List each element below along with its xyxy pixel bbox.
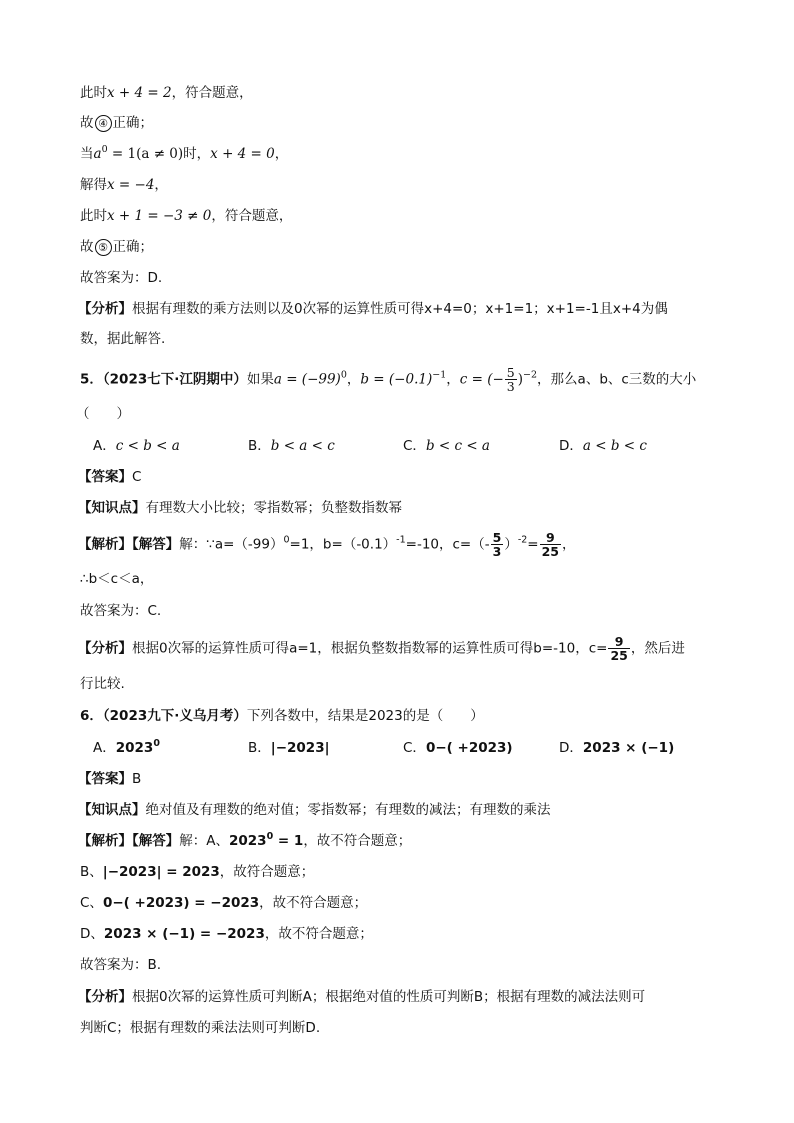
knowledge-point-line: 【知识点】绝对值及有理数的绝对值；零指数幂；有理数的减法；有理数的乘法 xyxy=(78,802,551,818)
text-line: 故 ⑤ 正确； xyxy=(80,239,153,255)
option-d[interactable]: D．a < b < c xyxy=(559,438,647,454)
analysis-line: 数，据此解答. xyxy=(80,331,166,347)
fraction: $\frac{9}{25}$ xyxy=(610,634,628,663)
question-stem: 5．（2023七下·江阴期中）如果$a = (-99)^0$，$b = (-0.1)^{-1}$，c = (− $\frac{5}{3}$ )$^{-2}$，那么a、b、c三数的大小 xyxy=(80,365,697,394)
solution-line: 【解析】【解答】解：A、$2023^0 = 1$，故不符合题意； xyxy=(78,831,412,849)
text-line: 解得x = −4， xyxy=(80,177,168,193)
fraction: $\frac{9}{25}$ xyxy=(541,530,560,559)
knowledge-point-line: 【知识点】有理数大小比较；零指数幂；负整数指数幂 xyxy=(78,500,402,516)
analysis-line: 【分析】根据0次幂的运算性质可判断A；根据绝对值的性质可判断B；根据有理数的减法法则可 xyxy=(78,989,646,1005)
answer-line: 故答案为：B. xyxy=(80,957,162,973)
answer-line: 【答案】B xyxy=(78,771,142,787)
option-c[interactable]: C．0−( +2023) xyxy=(403,740,513,756)
analysis-line: 行比较. xyxy=(80,676,125,692)
solution-line: D、2023 × (−1) = −2023，故不符合题意； xyxy=(80,926,373,942)
solution-line: B、|−2023| = 2023，故符合题意； xyxy=(80,864,315,880)
option-b[interactable]: B．b < a < c xyxy=(248,438,335,454)
option-c[interactable]: C．b < c < a xyxy=(403,438,490,454)
fraction: $\frac{5}{3}$ xyxy=(492,530,502,559)
text-line: 此时x + 4 = 2，符合题意， xyxy=(80,85,253,101)
option-d[interactable]: D．2023 × (−1) xyxy=(559,740,675,756)
solution-line: C、0−( +2023) = −2023，故不符合题意； xyxy=(80,895,368,911)
option-a[interactable]: A．c < b < a xyxy=(93,438,180,454)
circled-number: ④ xyxy=(95,115,112,132)
analysis-line: 【分析】根据有理数的乘方法则以及0次幂的运算性质可得x+4=0；x+1=1；x+1=-1且x+4为偶 xyxy=(78,301,668,317)
question-number: 6． xyxy=(80,708,103,724)
math-expression: x + 4 = 2 xyxy=(107,85,172,101)
text-line: 此时x + 1 = −3 ≠ 0，符合题意， xyxy=(80,208,293,224)
question-stem: 6．（2023九下·义乌月考）下列各数中，结果是2023的是（ ） xyxy=(80,708,484,724)
question-paren: （ ） xyxy=(76,406,130,422)
circled-number: ⑤ xyxy=(95,239,112,256)
answer-line: 【答案】C xyxy=(78,469,142,485)
question-source: （2023九下·义乌月考） xyxy=(102,708,247,724)
option-b[interactable]: B．|−2023| xyxy=(248,740,330,756)
question-number: 5． xyxy=(80,371,103,388)
analysis-line: 判断C；根据有理数的乘法法则可判断D. xyxy=(80,1020,321,1036)
solution-line: 【解析】【解答】解：$\because a=(-99)^0=1$，$b=(-0.1)^{-1}=-10$，c=（- $\frac{5}{3}$ ）$^{-2}$= $\frac{9}{25}$ ， xyxy=(78,530,576,559)
text-line: 当$a^0 = 1(a \ne 0)$时，x + 4 = 0， xyxy=(80,144,289,162)
fraction: $\frac{5}{3}$ xyxy=(506,365,515,394)
question-source: （2023七下·江阴期中） xyxy=(102,371,247,388)
answer-line: 故答案为：C. xyxy=(80,603,162,619)
solution-line: ∴b＜c＜a， xyxy=(80,571,154,587)
option-a[interactable]: A．2023$^0$ xyxy=(93,738,160,756)
answer-line: 故答案为：D. xyxy=(80,270,163,286)
analysis-line: 【分析】根据0次幂的运算性质可得a=1，根据负整数指数幂的运算性质可得b=-10，c= $\frac{9}{25}$ ，然后进 xyxy=(78,634,685,663)
text-line: 故 ④ 正确； xyxy=(80,115,153,131)
